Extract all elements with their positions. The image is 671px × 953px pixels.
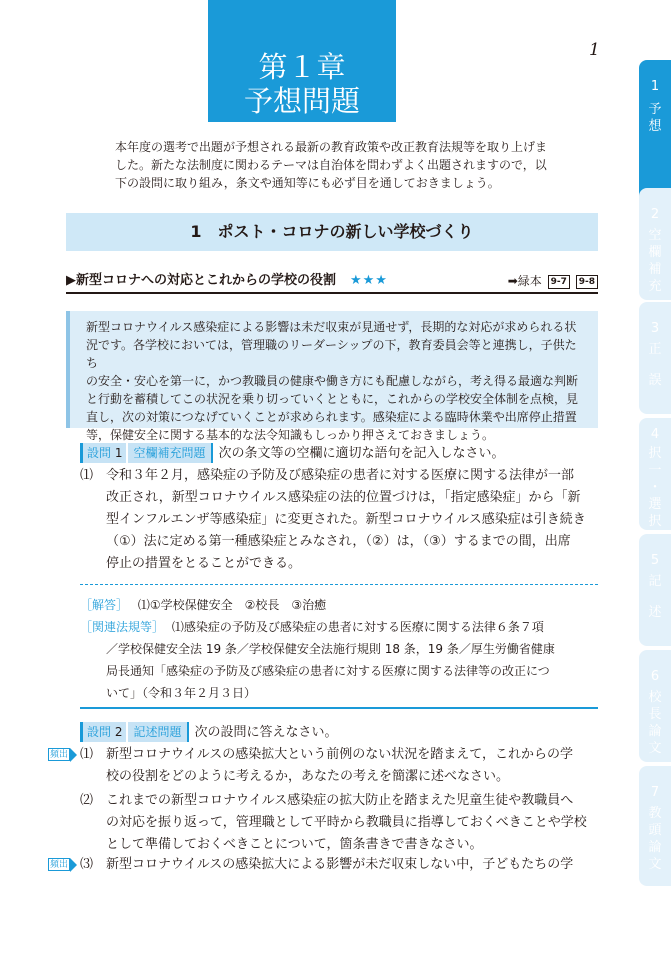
- side-tab-5[interactable]: 5 記 述: [639, 534, 671, 646]
- question-tag: 設問 2: [80, 722, 126, 742]
- side-tab-4[interactable]: 4 択 一 ・ 選 択: [639, 418, 671, 530]
- importance-stars: ★★★: [350, 273, 388, 288]
- ref-box[interactable]: 9-7: [548, 275, 570, 289]
- section-title: 1 ポスト・コロナの新しい学校づくり: [66, 213, 598, 251]
- question-tag: 設問 1: [80, 443, 126, 463]
- side-tab-1[interactable]: 1 予 想: [639, 60, 671, 208]
- question-type-badge: 空欄補充問題: [128, 443, 212, 463]
- intro-paragraph: 本年度の選考で出題が予想される最新の教育政策や改正教育法規等を取り上げま した。新たな法制度に関わるテーマは自治体を問わずよく出題されますので，以 下の設問に取り組み，条文や通知等にも必ず目を通しておきましょう。: [115, 140, 548, 190]
- side-tab-6[interactable]: 6 校 長 論 文: [639, 650, 671, 762]
- question-1-heading: [80, 443, 505, 464]
- question-instruction: 次の条文等の空欄に適切な語句を記入しなさい。: [218, 446, 505, 461]
- answer: [80, 594, 326, 616]
- chapter-title: 予想問題: [243, 84, 360, 118]
- question-instruction: 次の設問に答えなさい。: [194, 725, 338, 740]
- question-2-item-3: ⑶ 新型コロナウイルスの感染拡大による影響が未だ収束しない中，子どもたちの学: [80, 857, 574, 872]
- answer-text: ⑴①学校保健安全 ②校長 ③治癒: [137, 598, 327, 612]
- question-2-heading: [80, 722, 338, 743]
- side-tab-3[interactable]: 3 正 誤: [639, 302, 671, 414]
- question-2-item-1: ⑴ 新型コロナウイルスの感染拡大という前例のない状況を踏まえて，これからの学 校の役割をどのように考えるか，あなたの考えを簡潔に述べなさい。: [80, 747, 573, 784]
- green-book-label: ➡緑本: [507, 274, 542, 288]
- related-laws-label: ［関連法規等］: [80, 620, 165, 634]
- question-1-item: ⑴ 令和３年２月，感染症の予防及び感染症の患者に対する医療に関する法律が一部 改正され，新型コロナウイルス感染症の法的位置づけは，「指定感染症」から「新 型インフルエンザ等感染症」に変更された。新型コロナウイルス感染症は引き続き （①）法に定める第一種感染症とみなされ，（②）は，（③）するまでの間，出席 停止の措置をとることができる。: [80, 468, 586, 571]
- topic-title: ▶新型コロナへの対応とこれからの学校の役割: [66, 273, 336, 288]
- related-laws: ［関連法規等］ ⑴感染症の予防及び感染症の患者に対する医療に関する法律６条７項 ／学校保健安全法 19 条／学校保健安全法施行規則 18 条，19 条／厚生労働省健康 局長通知「感染症の予防及び感染症の患者に対する医療に関する法律等の改正につ いて」（令和３年２月３日）: [80, 620, 555, 700]
- ref-box[interactable]: 9-8: [576, 275, 598, 289]
- question-type-badge: 記述問題: [128, 722, 188, 742]
- chapter-number: 第１章: [258, 50, 346, 84]
- frequent-badge: 頻出: [48, 748, 80, 762]
- frequent-badge: 頻出: [48, 858, 80, 872]
- divider-dashed: [80, 584, 598, 585]
- question-2-item-2: ⑵ これまでの新型コロナウイルス感染症の拡大防止を踏まえた児童生徒や教職員へ の対応を振り返って，管理職として平時から教職員に指導しておくべきことや学校 として準備しておくべきことについて，箇条書きで書きなさい。: [80, 793, 587, 852]
- reference-links: [508, 270, 598, 292]
- side-tab-2[interactable]: 2 空 欄 補 充: [639, 188, 671, 300]
- topic-heading: [66, 270, 598, 294]
- chapter-header: [208, 0, 396, 122]
- side-tab-7[interactable]: 7 教 頭 論 文: [639, 766, 671, 886]
- answer-label: ［解答］: [80, 598, 129, 612]
- divider-solid: [80, 707, 598, 709]
- lead-box: 新型コロナウイルス感染症による影響は未だ収束が見通せず，長期的な対応が求められる状 況です。各学校においては，管理職のリーダーシップの下，教育委員会等と連携し，子供たち の安全・安心を第一に，かつ教職員の健康や働き方にも配慮しながら，考え得る最適な判断 と行動を蓄積してこの状況を乗り切っていくとともに，これからの学校安全体制を点検，見 直し，次の対策につなげていくことが求められます。感染症による臨時休業や出席停止措置 等，保健安全に関する基本的な法令知識もしっかり押さえておきましょう。: [66, 311, 598, 428]
- page-number: 1: [589, 40, 600, 60]
